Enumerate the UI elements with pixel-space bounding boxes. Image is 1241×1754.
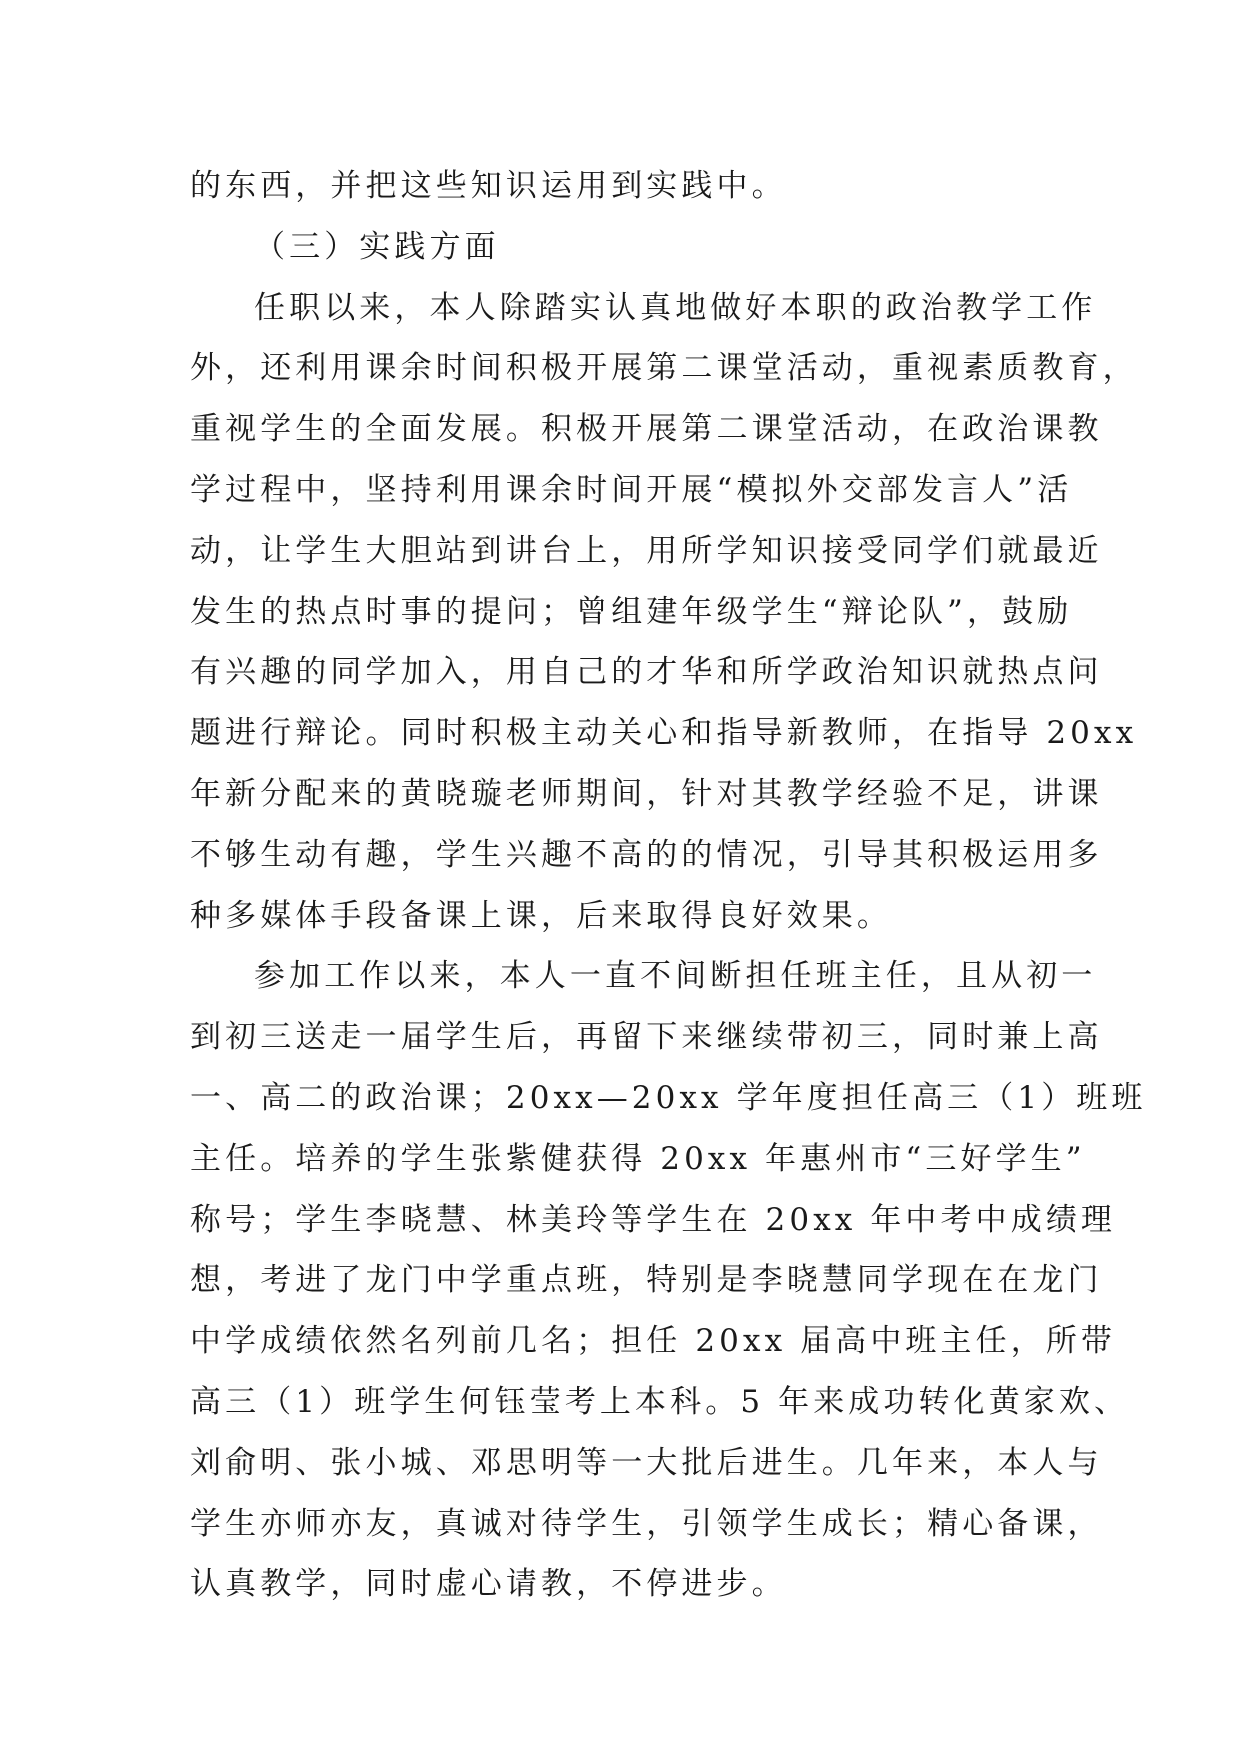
paragraph-1-line-4: 学过程中，坚持利用课余时间开展“模拟外交部发言人”活 xyxy=(190,471,1073,508)
paragraph-1-line-9: 年新分配来的黄晓璇老师期间，针对其教学经验不足，讲课 xyxy=(190,775,1103,812)
section-heading: （三）实践方面 xyxy=(254,228,500,265)
paragraph-1-line-8: 题进行辩论。同时积极主动关心和指导新教师，在指导 20xx xyxy=(190,715,1138,752)
paragraph-2-line-9: 刘俞明、张小城、邓思明等一大批后进生。几年来，本人与 xyxy=(190,1444,1103,1481)
paragraph-2-line-10: 学生亦师亦友，真诚对待学生，引领学生成长；精心备课， xyxy=(190,1505,1103,1542)
paragraph-2-line-8: 高三（1）班学生何钰莹考上本科。5 年来成功转化黄家欢、 xyxy=(190,1383,1130,1420)
paragraph-1-line-11: 种多媒体手段备课上课，后来取得良好效果。 xyxy=(190,897,892,934)
paragraph-1-line-2: 外，还利用课余时间积极开展第二课堂活动，重视素质教育， xyxy=(190,350,1138,387)
paragraph-2-line-11: 认真教学，同时虚心请教，不停进步。 xyxy=(190,1566,787,1603)
paragraph-1-line-10: 不够生动有趣，学生兴趣不高的的情况，引导其积极运用多 xyxy=(190,836,1103,873)
paragraph-1-line-5: 动，让学生大胆站到讲台上，用所学知识接受同学们就最近 xyxy=(190,532,1103,569)
paragraph-2-line-6: 想，考进了龙门中学重点班，特别是李晓慧同学现在在龙门 xyxy=(190,1262,1103,1299)
paragraph-1-line-6: 发生的热点时事的提问；曾组建年级学生“辩论队”，鼓励 xyxy=(190,593,1073,630)
paragraph-2-line-4: 主任。培养的学生张紫健获得 20xx 年惠州市“三好学生” xyxy=(190,1140,1086,1177)
paragraph-2-line-1: 参加工作以来，本人一直不间断担任班主任，且从初一 xyxy=(254,958,1097,995)
paragraph-2-line-5: 称号；学生李晓慧、林美玲等学生在 20xx 年中考中成绩理 xyxy=(190,1201,1117,1238)
paragraph-1-line-3: 重视学生的全面发展。积极开展第二课堂活动，在政治课教 xyxy=(190,411,1103,448)
body-text xyxy=(190,156,1147,1615)
paragraph-2-line-7: 中学成绩依然名列前几名；担任 20xx 届高中班主任，所带 xyxy=(190,1323,1117,1360)
paragraph-1-line-7: 有兴趣的同学加入，用自己的才华和所学政治知识就热点问 xyxy=(190,654,1103,691)
paragraph-2-line-3: 一、高二的政治课；20xx—20xx 学年度担任高三（1）班班 xyxy=(190,1079,1147,1116)
paragraph-1-line-1: 任职以来，本人除踏实认真地做好本职的政治教学工作 xyxy=(254,289,1097,326)
text-line-continuation: 的东西，并把这些知识运用到实践中。 xyxy=(190,168,787,204)
paragraph-2-line-2: 到初三送走一届学生后，再留下来继续带初三，同时兼上高 xyxy=(190,1019,1103,1056)
